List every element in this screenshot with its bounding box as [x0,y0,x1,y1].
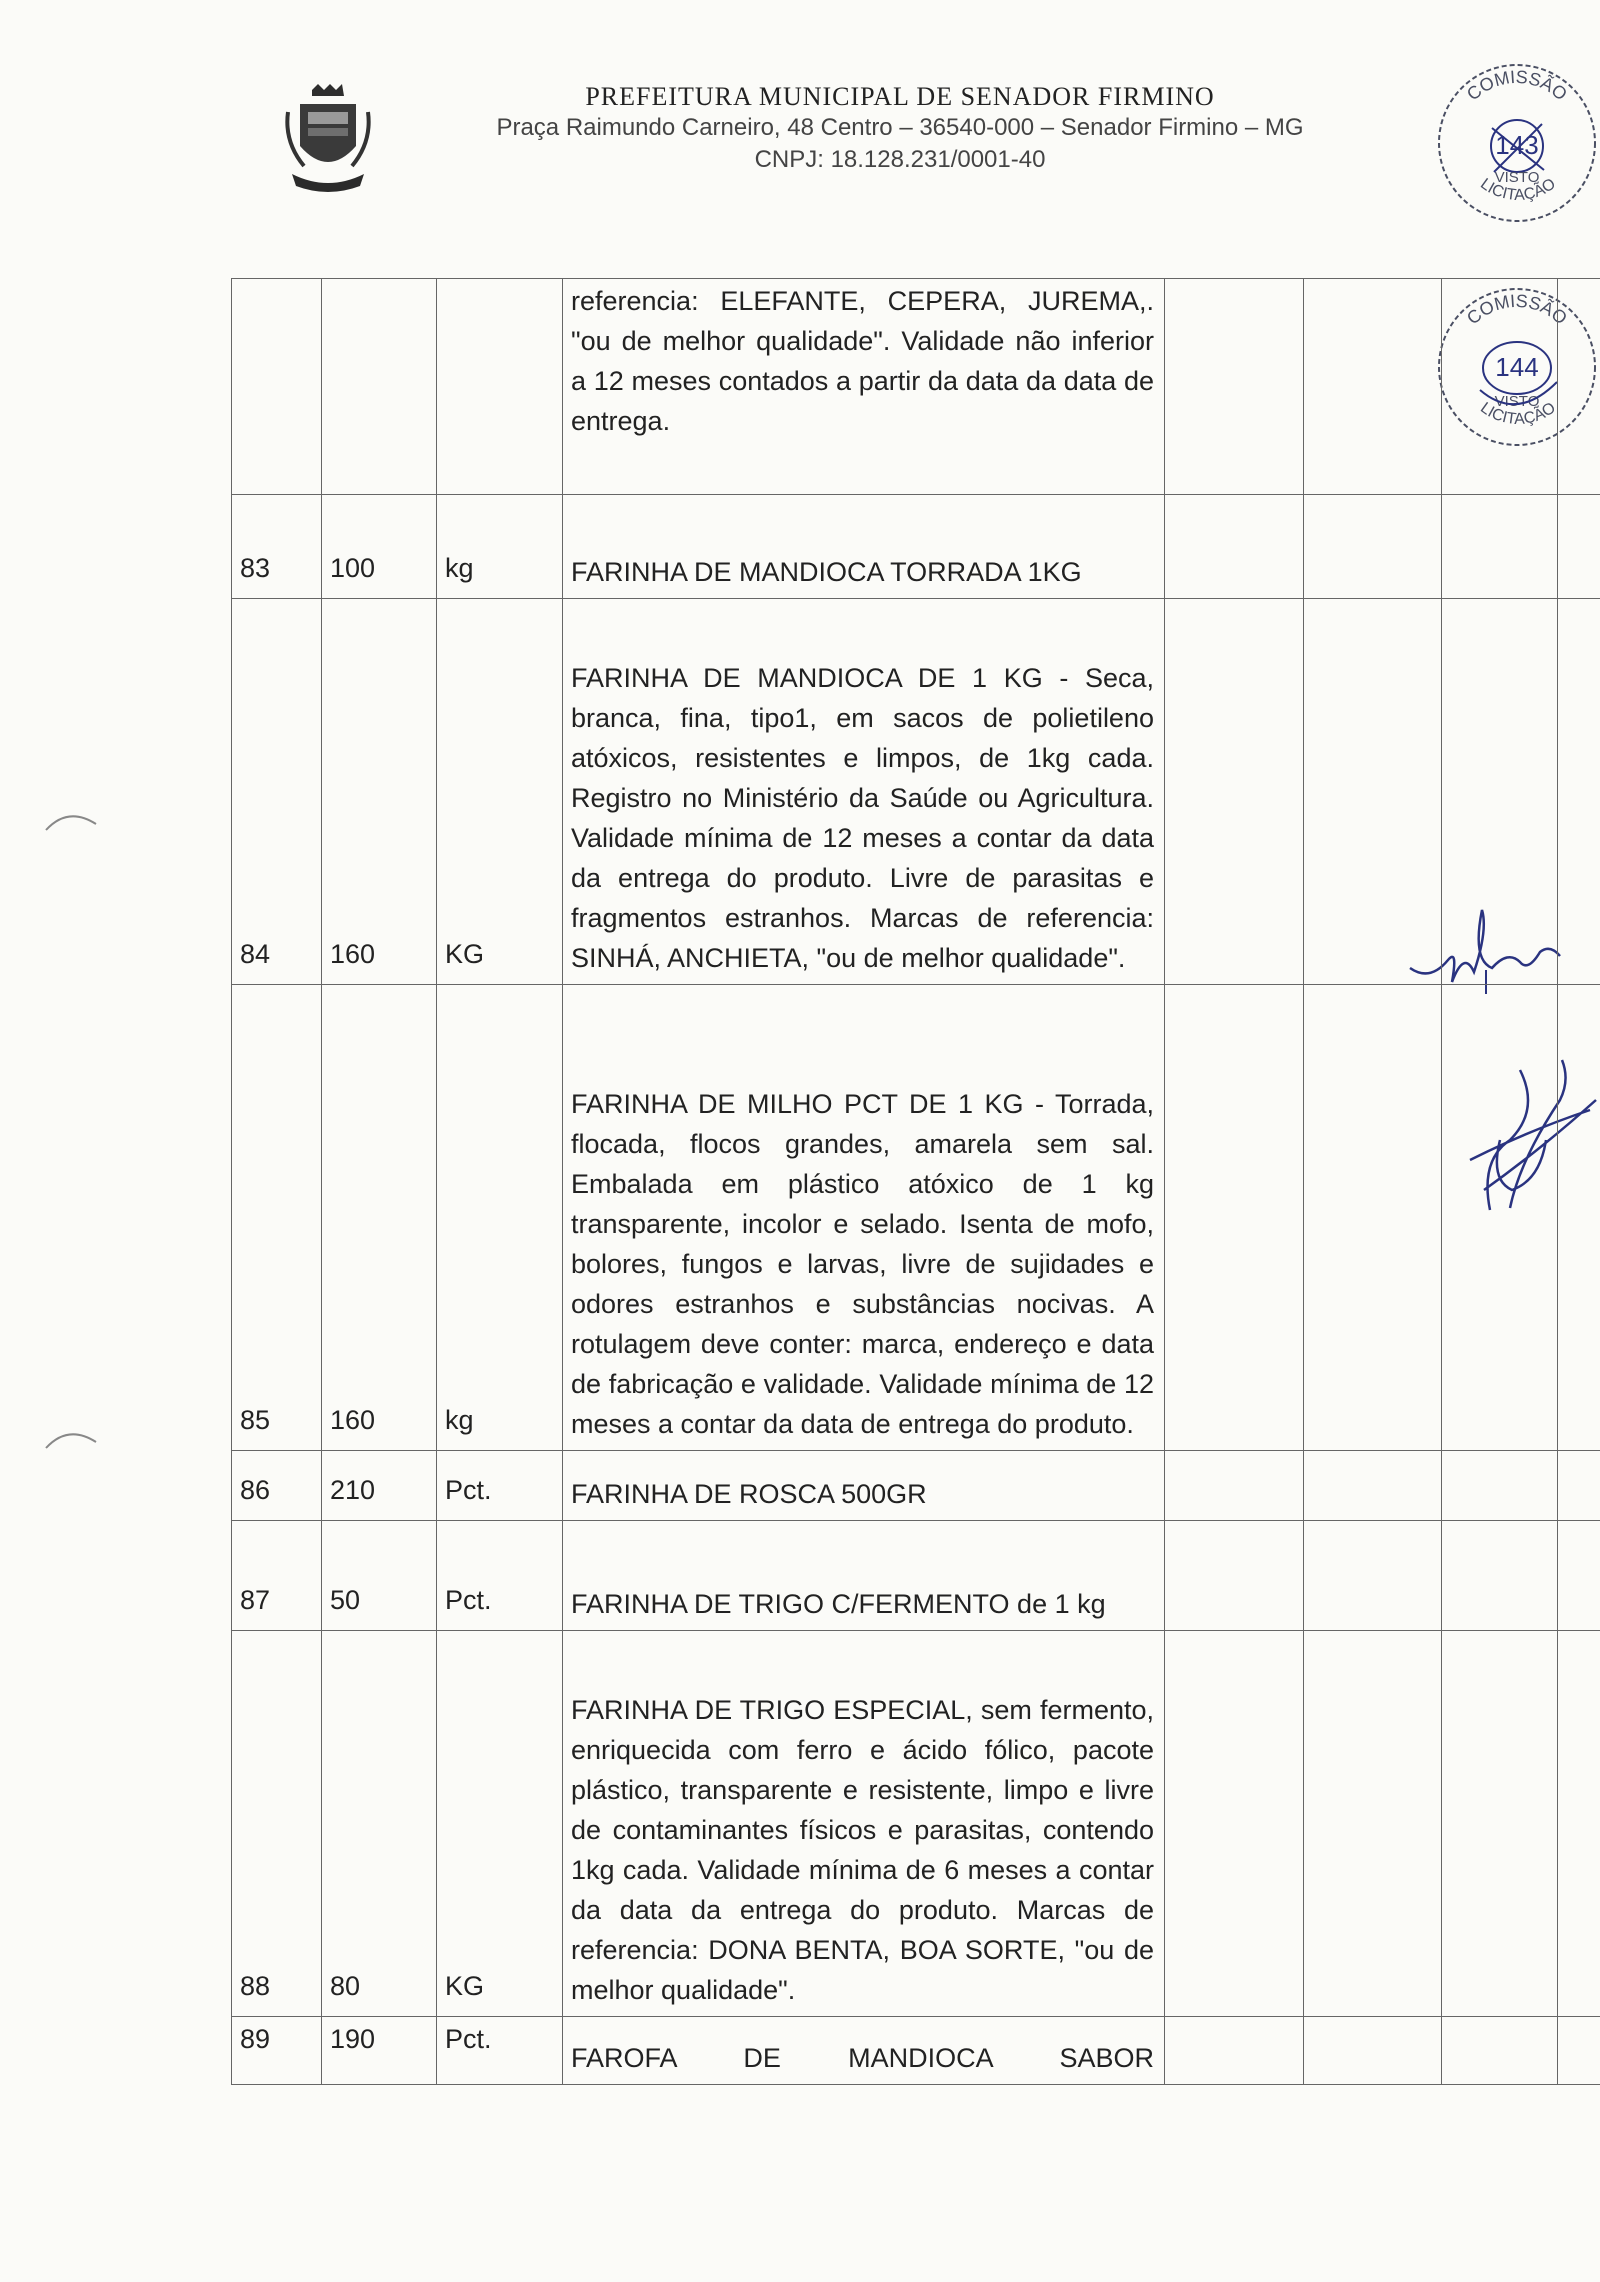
item-quantity: 190 [322,2017,437,2085]
commission-stamp [1432,58,1600,228]
stamp-number: 143 [1495,130,1539,160]
empty-cell [1558,279,1600,495]
empty-cell [1304,279,1442,495]
table-row [232,495,1600,599]
empty-cell [1304,985,1442,1451]
empty-cell [1558,985,1600,1451]
table-row [232,1631,1600,2017]
municipal-crest-icon [282,82,374,194]
item-unit [437,279,563,495]
stamp-middle-text: VISTO [1494,169,1540,186]
empty-cell [1558,1521,1600,1631]
item-number [232,279,322,495]
empty-cell [1304,495,1442,599]
empty-cell [1558,599,1600,985]
item-description: FARINHA DE MANDIOCA DE 1 KG - Seca, branca, fina, tipo1, em sacos de polietileno atóxicos, resistentes e limpos, de 1kg cada. Registro no Ministério da Saúde ou Agricultura. Validade mínima de 12 meses a contar da data da entrega do produto. Livre de parasitas e fragmentos estranhos. Marcas de referencia: SINHÁ, ANCHIETA, "ou de melhor qualidade". [563,599,1165,985]
empty-cell [1442,495,1558,599]
item-description: FARINHA DE TRIGO ESPECIAL, sem fermento, enriquecida com ferro e ácido fólico, pacote plástico, transparente e resistente, limpo e livre de contaminantes físicos e parasitas, contendo 1kg cada. Validade mínima de 6 meses a contar da data da entrega do produto. Marcas de referencia: DONA BENTA, BOA SORTE, "ou de melhor qualidade". [563,1631,1165,2017]
item-quantity: 100 [322,495,437,599]
scan-mark-icon [42,1418,102,1458]
item-unit: KG [437,599,563,985]
empty-cell [1442,1521,1558,1631]
header-cnpj: CNPJ: 18.128.231/0001-40 [754,146,1046,173]
empty-cell [1304,1631,1442,2017]
stamp-bottom-text: LICITAÇÃO [1477,399,1559,428]
item-number: 87 [232,1521,322,1631]
item-unit: Pct. [437,1451,563,1521]
empty-cell [1165,2017,1304,2085]
stamp-top-text: COMISSÃO [1462,290,1571,329]
item-description: FARINHA DE TRIGO C/FERMENTO de 1 kg [563,1521,1165,1631]
table-row [232,599,1600,985]
item-unit: KG [437,1631,563,2017]
stamp-middle-text: VISTO [1494,393,1540,410]
item-unit: kg [437,985,563,1451]
empty-cell [1558,1451,1600,1521]
table-row [232,1521,1600,1631]
item-description: FARINHA DE ROSCA 500GR [563,1451,1165,1521]
stamp-number: 144 [1495,352,1539,382]
empty-cell [1558,2017,1600,2085]
item-description: referencia: ELEFANTE, CEPERA, JUREMA,. "ou de melhor qualidade". Validade não inferior a 12 meses contados a partir da data da data de entrega. [563,279,1165,495]
empty-cell [1442,599,1558,985]
item-quantity [322,279,437,495]
item-number: 88 [232,1631,322,2017]
item-number: 84 [232,599,322,985]
items-table [231,278,1600,2085]
item-number: 86 [232,1451,322,1521]
table-row [232,279,1600,495]
empty-cell [1304,1451,1442,1521]
item-description: FAROFA DE MANDIOCA SABOR [563,2017,1165,2085]
item-quantity: 80 [322,1631,437,2017]
empty-cell [1304,599,1442,985]
scan-mark-icon [42,800,102,840]
empty-cell [1558,495,1600,599]
stamp-top-text: COMISSÃO [1462,66,1571,105]
item-unit: Pct. [437,1521,563,1631]
svg-text:COMISSÃO [1463,67,1571,105]
header-address: Praça Raimundo Carneiro, 48 Centro – 36540-000 – Senador Firmino – MG [496,114,1304,141]
empty-cell [1442,2017,1558,2085]
item-description: FARINHA DE MILHO PCT DE 1 KG - Torrada, flocada, flocos grandes, amarela sem sal. Embalada em plástico atóxico de 1 kg transparente, incolor e selado. Isenta de mofo, bolores, fungos e larvas, livre de sujidades e odores estranhos e substâncias nocivas. A rotulagem deve conter: marca, endereço e data de fabricação e validade. Validade mínima de 12 meses a contar da data de entrega do produto. [563,985,1165,1451]
item-quantity: 160 [322,599,437,985]
table-row [232,985,1600,1451]
header-title: PREFEITURA MUNICIPAL DE SENADOR FIRMINO [585,82,1215,111]
empty-cell [1165,1631,1304,2017]
item-description: FARINHA DE MANDIOCA TORRADA 1KG [563,495,1165,599]
empty-cell [1165,1521,1304,1631]
item-unit: kg [437,495,563,599]
empty-cell [1442,279,1558,495]
item-quantity: 50 [322,1521,437,1631]
table-row [232,2017,1600,2085]
empty-cell [1304,1521,1442,1631]
item-number: 83 [232,495,322,599]
item-number: 85 [232,985,322,1451]
empty-cell [1165,599,1304,985]
item-number: 89 [232,2017,322,2085]
table-row [232,1451,1600,1521]
item-unit: Pct. [437,2017,563,2085]
empty-cell [1304,2017,1442,2085]
item-quantity: 160 [322,985,437,1451]
empty-cell [1558,1631,1600,2017]
stamp-bottom-text: LICITAÇÃO [1477,175,1559,204]
empty-cell [1165,495,1304,599]
empty-cell [1442,1451,1558,1521]
empty-cell [1442,985,1558,1451]
empty-cell [1165,279,1304,495]
empty-cell [1165,1451,1304,1521]
empty-cell [1165,985,1304,1451]
empty-cell [1442,1631,1558,2017]
item-quantity: 210 [322,1451,437,1521]
